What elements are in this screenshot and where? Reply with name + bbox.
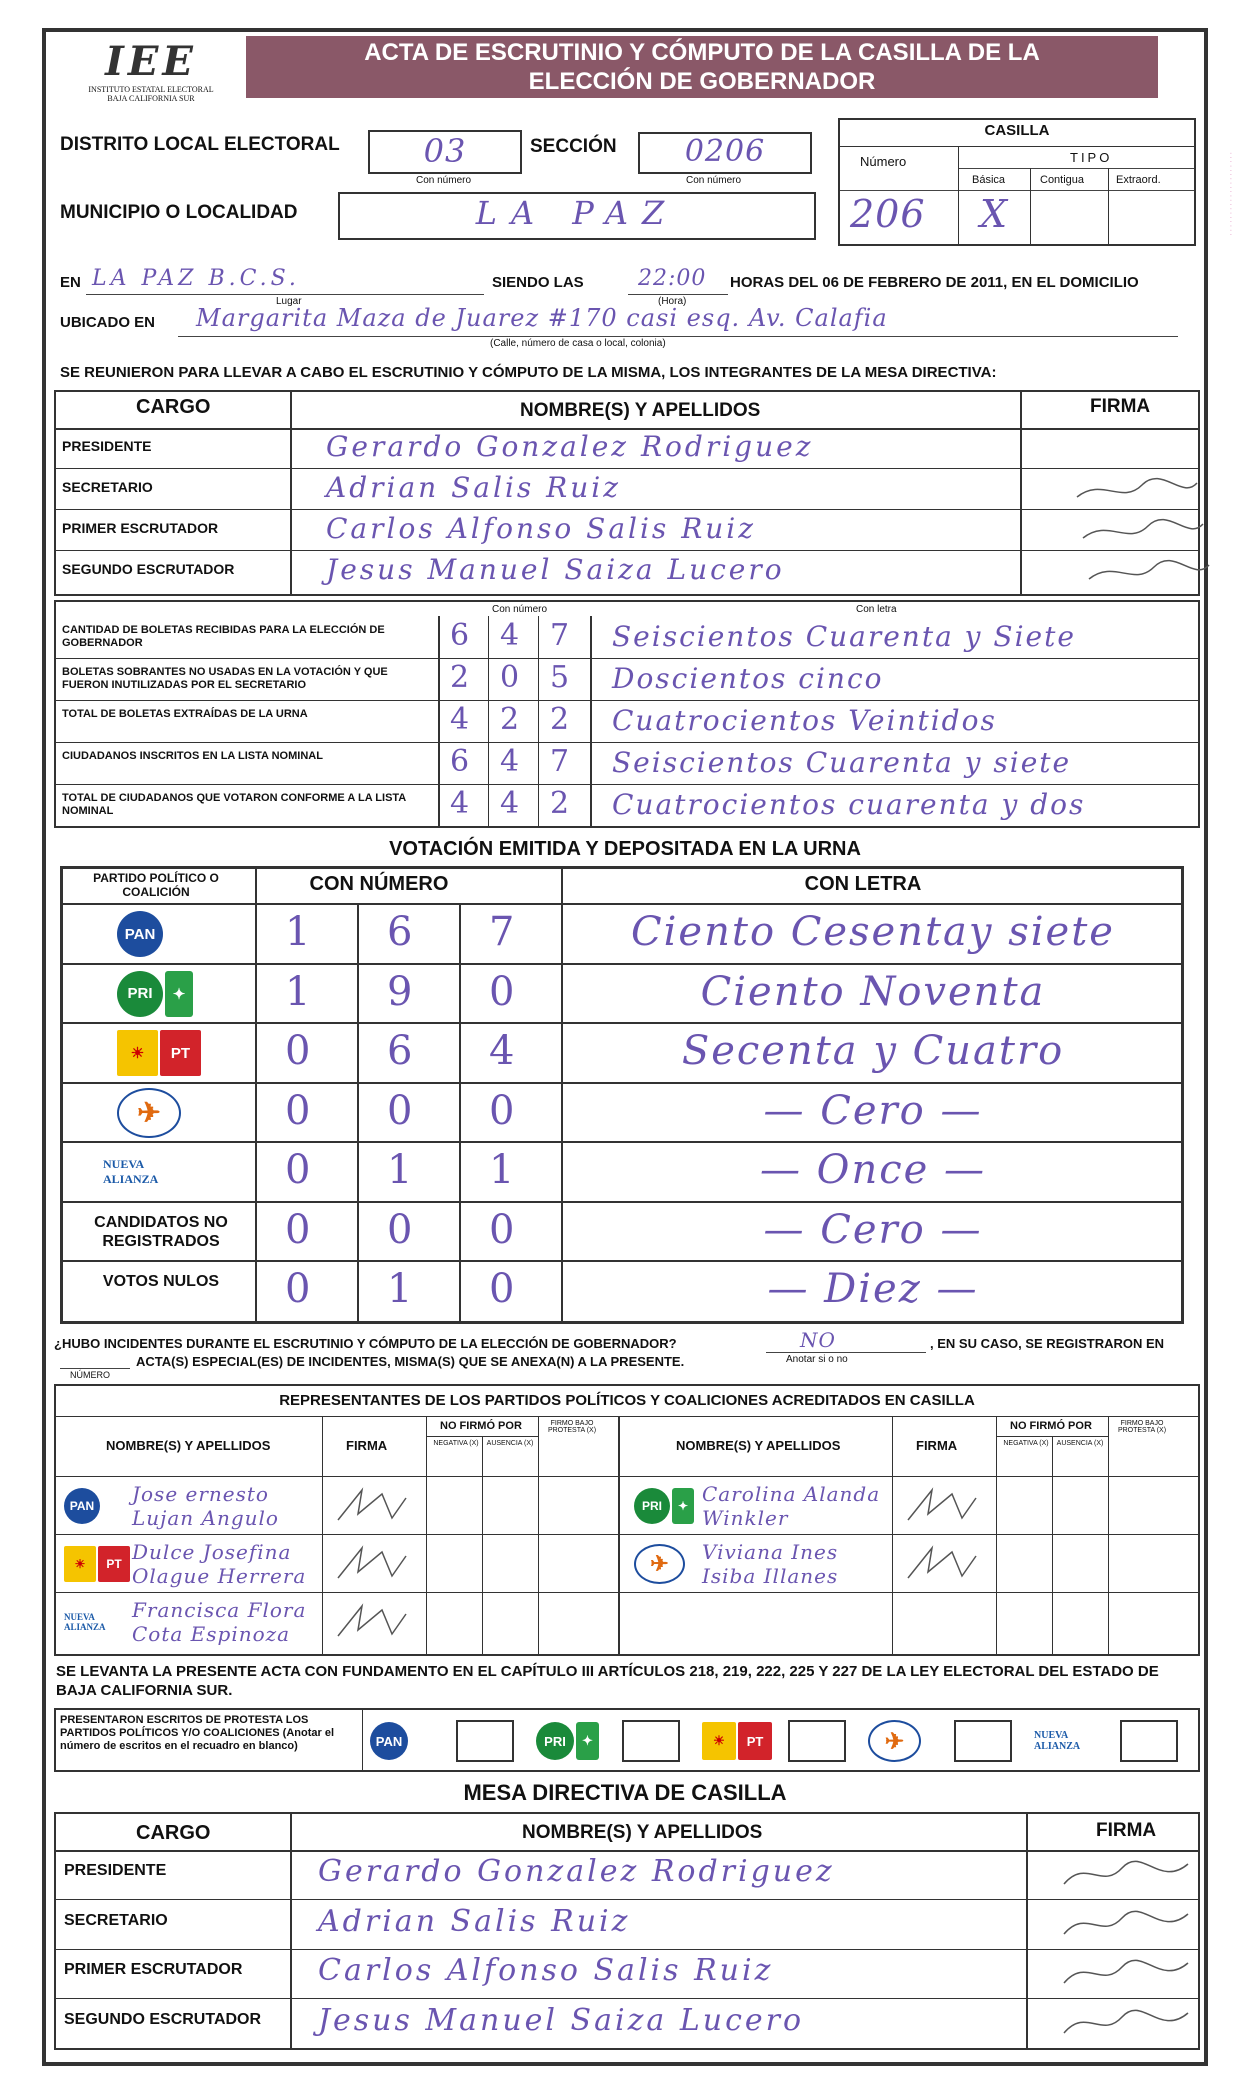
iee-logo-text: IEE bbox=[105, 38, 197, 85]
mesa-top-nombre: Gerardo Gonzalez Rodriguez bbox=[326, 430, 814, 463]
boletas-digit: 7 bbox=[550, 618, 571, 653]
municipio-value: LA PAZ bbox=[475, 194, 679, 232]
iee-logo bbox=[76, 38, 226, 108]
mesa-bottom-nombre: Gerardo Gonzalez Rodriguez bbox=[318, 1854, 835, 1889]
escritos-count-box[interactable] bbox=[788, 1720, 846, 1762]
boletas-con-numero: Con número bbox=[492, 604, 548, 615]
rep-negativa-header: NEGATIVA (X) bbox=[1003, 1440, 1049, 1447]
casilla-box bbox=[838, 118, 1196, 246]
boletas-row-label: CIUDADANOS INSCRITOS EN LA LISTA NOMINAL bbox=[62, 750, 323, 762]
escritos-row bbox=[54, 1708, 1200, 1772]
boletas-digit: 6 bbox=[450, 618, 471, 653]
votacion-letra: Ciento Noventa bbox=[700, 968, 1046, 1015]
votacion-letra: — Diez — bbox=[767, 1266, 979, 1312]
nueva-alianza-logo-icon: NUEVA ALIANZA bbox=[103, 1157, 159, 1186]
distrito-caption: Con número bbox=[416, 175, 472, 186]
mesa-top-cargo: PRIMER ESCRUTADOR bbox=[62, 520, 219, 536]
boletas-row-label: TOTAL DE CIUDADANOS QUE VOTARON CONFORME A LA LISTA NOMINAL bbox=[62, 792, 406, 817]
boletas-row-label: BOLETAS SOBRANTES NO USADAS EN LA VOTACIÓN Y QUE FUERON INUTILIZADAS POR EL SECRETARIO bbox=[62, 666, 388, 691]
votacion-digit: 0 bbox=[489, 1266, 516, 1312]
side-legend: · · · · · · · · · · · · · · · · · · · · bbox=[1227, 152, 1234, 236]
mesa-top-cargo: PRESIDENTE bbox=[62, 438, 152, 454]
votacion-digit: 0 bbox=[285, 1147, 312, 1193]
boletas-digit: 2 bbox=[550, 786, 571, 821]
casilla-basica: Básica bbox=[972, 174, 1006, 186]
pan-logo-icon: PAN bbox=[370, 1722, 408, 1760]
votacion-digit: 6 bbox=[387, 909, 414, 955]
horas-text: HORAS DEL 06 DE FEBRERO DE 2011, EN EL DOMICILIO bbox=[730, 274, 1139, 291]
casilla-tipo-label: TIPO bbox=[1070, 150, 1113, 165]
municipio-field bbox=[338, 192, 816, 240]
boletas-digit: 4 bbox=[450, 702, 471, 737]
mesa-top-nombre: Jesus Manuel Saiza Lucero bbox=[326, 553, 785, 586]
boletas-con-letra: Con letra bbox=[856, 604, 897, 615]
mesa-top-cargo-header: CARGO bbox=[136, 396, 211, 418]
reunieron-text: SE REUNIERON PARA LLEVAR A CABO EL ESCRUTINIO Y CÓMPUTO DE LA MISMA, LOS INTEGRANTES DE LA MESA DIRECTIVA: bbox=[60, 364, 997, 381]
signature-mark bbox=[1078, 516, 1208, 546]
seccion-label: SECCIÓN bbox=[530, 136, 617, 157]
acta-form bbox=[42, 28, 1234, 2066]
rep-protesta-header: FIRMO BAJO PROTESTA (X) bbox=[1117, 1420, 1167, 1434]
escritos-count-box[interactable] bbox=[954, 1720, 1012, 1762]
boletas-digit: 6 bbox=[450, 744, 471, 779]
signature-mark bbox=[902, 1542, 982, 1591]
boletas-digit: 4 bbox=[500, 786, 521, 821]
incidentes-answer: NO bbox=[800, 1328, 836, 1352]
votacion-digit: 7 bbox=[489, 909, 516, 955]
votacion-partido-label: VOTOS NULOS bbox=[102, 1273, 220, 1290]
prd-logo-icon: PRI ✦ bbox=[634, 1488, 694, 1524]
casilla-title: CASILLA bbox=[984, 122, 1050, 139]
votacion-title: VOTACIÓN EMITIDA Y DEPOSITADA EN LA URNA bbox=[389, 838, 861, 860]
rep-negativa-header: NEGATIVA (X) bbox=[433, 1440, 479, 1447]
title-band bbox=[246, 36, 1158, 98]
title-line1: ACTA DE ESCRUTINIO Y CÓMPUTO DE LA CASILLA DE LA bbox=[364, 39, 1040, 66]
votacion-digit: 9 bbox=[387, 968, 414, 1015]
rep-nombre: Francisca Flora Cota Espinoza bbox=[132, 1598, 307, 1646]
fundamento-text: SE LEVANTA LA PRESENTE ACTA CON FUNDAMENTO EN EL CAPÍTULO III ARTÍCULOS 218, 219, 222, 225 Y 227 DE LA LEY ELECTORAL DEL ESTADO DE BAJA CALIFORNIA SUR. bbox=[56, 1663, 1159, 1699]
votacion-digit: 1 bbox=[387, 1266, 414, 1312]
votacion-partido-header: PARTIDO POLÍTICO O COALICIÓN bbox=[93, 871, 219, 899]
mesa-top-cargo: SEGUNDO ESCRUTADOR bbox=[62, 561, 235, 577]
incidentes-numero-caption: NÚMERO bbox=[70, 1370, 110, 1380]
casilla-contigua: Contigua bbox=[1040, 174, 1085, 186]
prd-logo-icon: PRI ✦ bbox=[117, 971, 193, 1017]
signature-mark bbox=[1084, 557, 1214, 587]
votacion-digit: 0 bbox=[489, 1087, 516, 1134]
boletas-letra: Cuatrocientos Veintidos bbox=[612, 704, 997, 737]
en-label: EN bbox=[60, 274, 81, 291]
boletas-letra: Cuatrocientos cuarenta y dos bbox=[612, 788, 1086, 821]
mesa-top-nombre-header: NOMBRE(S) Y APELLIDOS bbox=[520, 400, 761, 421]
votacion-letra-header: CON LETRA bbox=[804, 873, 922, 895]
votacion-digit: 0 bbox=[285, 1206, 312, 1253]
seccion-field bbox=[638, 132, 812, 174]
mesa-bottom-cargo: SEGUNDO ESCRUTADOR bbox=[64, 2010, 262, 2028]
rep-nombre: Viviana Ines Isiba Illanes bbox=[702, 1540, 839, 1588]
votacion-digit: 0 bbox=[489, 968, 516, 1015]
escritos-label: PRESENTARON ESCRITOS DE PROTESTA LOS PARTIDOS POLÍTICOS Y/O COALICIONES (Anotar el número de escritos en el recuadro en blanco) bbox=[60, 1714, 335, 1752]
rep-nombre-header: NOMBRE(S) Y APELLIDOS bbox=[106, 1438, 271, 1453]
mesa-bottom-firma-header: FIRMA bbox=[1096, 1820, 1157, 1841]
ubicado-caption: (Calle, número de casa o local, colonia) bbox=[490, 338, 666, 349]
rep-ausencia-header: AUSENCIA (X) bbox=[1056, 1440, 1104, 1447]
mesa-bottom-nombre: Adrian Salis Ruiz bbox=[318, 1903, 631, 1939]
votacion-letra: — Cero — bbox=[763, 1206, 983, 1253]
casilla-basica-mark: X bbox=[980, 192, 1009, 236]
rep-firma-header: FIRMA bbox=[346, 1438, 388, 1453]
escritos-count-box[interactable] bbox=[622, 1720, 680, 1762]
votacion-digit: 0 bbox=[489, 1206, 516, 1253]
votacion-letra: Secenta y Cuatro bbox=[681, 1028, 1065, 1074]
incidentes-line2: ACTA(S) ESPECIAL(ES) DE INCIDENTES, MISMA(S) QUE SE ANEXA(N) A LA PRESENTE. bbox=[136, 1354, 685, 1369]
iee-logo-sub2: BAJA CALIFORNIA SUR bbox=[107, 94, 195, 103]
representantes-table bbox=[54, 1384, 1200, 1656]
rep-nombre: Carolina Alanda Winkler bbox=[702, 1482, 881, 1530]
boletas-digit: 5 bbox=[550, 660, 571, 695]
mesa-top-nombre: Adrian Salis Ruiz bbox=[326, 471, 621, 504]
votacion-partido-label: CANDIDATOS NO REGISTRADOS bbox=[94, 1213, 228, 1250]
signature-mark bbox=[332, 1542, 412, 1591]
boletas-row-label: CANTIDAD DE BOLETAS RECIBIDAS PARA LA ELECCIÓN DE GOBERNADOR bbox=[62, 624, 385, 649]
mesa-bottom-nombre: Carlos Alfonso Salis Ruiz bbox=[318, 1953, 774, 1988]
incidentes-tail: , EN SU CASO, SE REGISTRARON EN bbox=[930, 1336, 1165, 1351]
votacion-digit: 0 bbox=[285, 1087, 312, 1134]
municipio-label: MUNICIPIO O LOCALIDAD bbox=[60, 202, 298, 223]
boletas-table bbox=[54, 600, 1200, 828]
votacion-table bbox=[60, 866, 1184, 1324]
signature-mark bbox=[1056, 1854, 1196, 1899]
boletas-letra: Seiscientos Cuarenta y Siete bbox=[612, 620, 1076, 653]
boletas-letra: Doscientos cinco bbox=[612, 662, 884, 695]
boletas-digit: 4 bbox=[450, 786, 471, 821]
hora-value: 22:00 bbox=[638, 266, 707, 291]
boletas-digit: 4 bbox=[500, 744, 521, 779]
mesa-bottom-table bbox=[54, 1812, 1200, 2050]
signature-mark bbox=[902, 1484, 982, 1533]
rep-nombre: Dulce Josefina Olague Herrera bbox=[132, 1540, 307, 1588]
convergencia-logo-icon: ✈ bbox=[868, 1722, 921, 1760]
rep-firma-header: FIRMA bbox=[916, 1438, 958, 1453]
votacion-digit: 0 bbox=[285, 1028, 312, 1074]
casilla-numero-value: 206 bbox=[850, 192, 926, 236]
pan-logo-icon: PAN bbox=[64, 1488, 100, 1524]
rep-ausencia-header: AUSENCIA (X) bbox=[486, 1440, 534, 1447]
rep-nombre-header: NOMBRE(S) Y APELLIDOS bbox=[676, 1438, 841, 1453]
seccion-caption: Con número bbox=[686, 175, 742, 186]
escritos-count-box[interactable] bbox=[456, 1720, 514, 1762]
siendo-label: SIENDO LAS bbox=[492, 274, 584, 291]
iee-logo-sub1: INSTITUTO ESTATAL ELECTORAL bbox=[88, 85, 214, 94]
boletas-digit: 0 bbox=[500, 660, 521, 695]
casilla-numero-label: Número bbox=[860, 154, 907, 169]
ubicado-label: UBICADO EN bbox=[60, 314, 156, 331]
nueva-alianza-logo-icon: NUEVA ALIANZA bbox=[64, 1612, 106, 1632]
signature-mark bbox=[1056, 1953, 1196, 1998]
ubicado-value: Margarita Maza de Juarez #170 casi esq. Av. Calafia bbox=[196, 304, 888, 332]
votacion-digit: 1 bbox=[489, 1147, 516, 1193]
mesa-top-nombre: Carlos Alfonso Salis Ruiz bbox=[326, 512, 757, 545]
rep-protesta-header: FIRMO BAJO PROTESTA (X) bbox=[547, 1420, 597, 1434]
rep-nofirmo-header: NO FIRMÓ POR bbox=[440, 1420, 522, 1432]
votacion-digit: 1 bbox=[285, 968, 312, 1015]
signature-mark bbox=[1056, 1904, 1196, 1949]
mesa-bottom-nombre-header: NOMBRE(S) Y APELLIDOS bbox=[522, 1822, 763, 1843]
distrito-value: 03 bbox=[423, 132, 467, 170]
boletas-digit: 2 bbox=[500, 702, 521, 737]
signature-mark bbox=[332, 1600, 412, 1649]
prd-pt-logo-icon: ☀ PT bbox=[702, 1722, 772, 1760]
votacion-digit: 6 bbox=[387, 1028, 414, 1074]
votacion-digit: 1 bbox=[285, 909, 312, 955]
prd-pt-logo-icon: ☀ PT bbox=[64, 1546, 130, 1582]
signature-mark bbox=[1072, 475, 1202, 505]
boletas-digit: 4 bbox=[500, 618, 521, 653]
pan-logo-icon: PAN bbox=[117, 911, 163, 957]
mesa-bottom-nombre: Jesus Manuel Saiza Lucero bbox=[318, 2002, 805, 2038]
boletas-letra: Seiscientos Cuarenta y siete bbox=[612, 746, 1072, 779]
casilla-extraord: Extraord. bbox=[1116, 174, 1161, 186]
signature-mark bbox=[332, 1484, 412, 1533]
lugar-caption: Lugar bbox=[276, 296, 302, 307]
mesa-top-cargo: SECRETARIO bbox=[62, 479, 153, 495]
escritos-count-box[interactable] bbox=[1120, 1720, 1178, 1762]
votacion-digit: 0 bbox=[387, 1206, 414, 1253]
mesa-bottom-cargo: PRIMER ESCRUTADOR bbox=[64, 1961, 243, 1978]
hora-caption: (Hora) bbox=[658, 296, 687, 307]
rep-nombre: Jose ernesto Lujan Angulo bbox=[132, 1482, 279, 1530]
votacion-numero-header: CON NÚMERO bbox=[309, 873, 449, 895]
mesa-top-firma-header: FIRMA bbox=[1090, 396, 1151, 417]
mesa-top-table bbox=[54, 390, 1200, 596]
votacion-letra: Ciento Cesentay siete bbox=[631, 909, 1115, 955]
seccion-value: 0206 bbox=[684, 134, 766, 169]
convergencia-logo-icon: ✈ bbox=[634, 1546, 685, 1582]
mesa-bottom-title: MESA DIRECTIVA DE CASILLA bbox=[463, 1780, 787, 1805]
incidentes-question: ¿HUBO INCIDENTES DURANTE EL ESCRUTINIO Y CÓMPUTO DE LA ELECCIÓN DE GOBERNADOR? bbox=[54, 1336, 677, 1351]
boletas-digit: 7 bbox=[550, 744, 571, 779]
title-line2: ELECCIÓN DE GOBERNADOR bbox=[528, 68, 876, 95]
incidentes-answer-caption: Anotar si o no bbox=[786, 1354, 848, 1365]
mesa-bottom-cargo-header: CARGO bbox=[136, 1822, 211, 1844]
en-value: LA PAZ B.C.S. bbox=[92, 266, 300, 291]
distrito-field bbox=[368, 130, 522, 174]
votacion-digit: 0 bbox=[285, 1266, 312, 1312]
boletas-digit: 2 bbox=[450, 660, 471, 695]
representantes-title: REPRESENTANTES DE LOS PARTIDOS POLÍTICOS Y COALICIONES ACREDITADOS EN CASILLA bbox=[279, 1392, 975, 1409]
boletas-digit: 2 bbox=[550, 702, 571, 737]
prd-pt-logo-icon: ☀ PT bbox=[117, 1030, 201, 1076]
votacion-letra: — Cero — bbox=[763, 1087, 983, 1134]
nueva-alianza-logo-icon: NUEVA ALIANZA bbox=[1034, 1730, 1081, 1752]
mesa-bottom-cargo: PRESIDENTE bbox=[64, 1862, 167, 1879]
signature-mark bbox=[1056, 2003, 1196, 2048]
boletas-row-label: TOTAL DE BOLETAS EXTRAÍDAS DE LA URNA bbox=[62, 708, 308, 720]
votacion-digit: 4 bbox=[489, 1028, 516, 1074]
prd-logo-icon: PRI ✦ bbox=[536, 1722, 599, 1760]
rep-nofirmo-header: NO FIRMÓ POR bbox=[1010, 1420, 1092, 1432]
mesa-bottom-cargo: SECRETARIO bbox=[64, 1911, 168, 1929]
distrito-label: DISTRITO LOCAL ELECTORAL bbox=[60, 134, 340, 155]
convergencia-logo-icon: ✈ bbox=[117, 1090, 181, 1136]
votacion-digit: 0 bbox=[387, 1087, 414, 1134]
votacion-letra: — Once — bbox=[759, 1147, 987, 1193]
votacion-digit: 1 bbox=[387, 1147, 414, 1193]
